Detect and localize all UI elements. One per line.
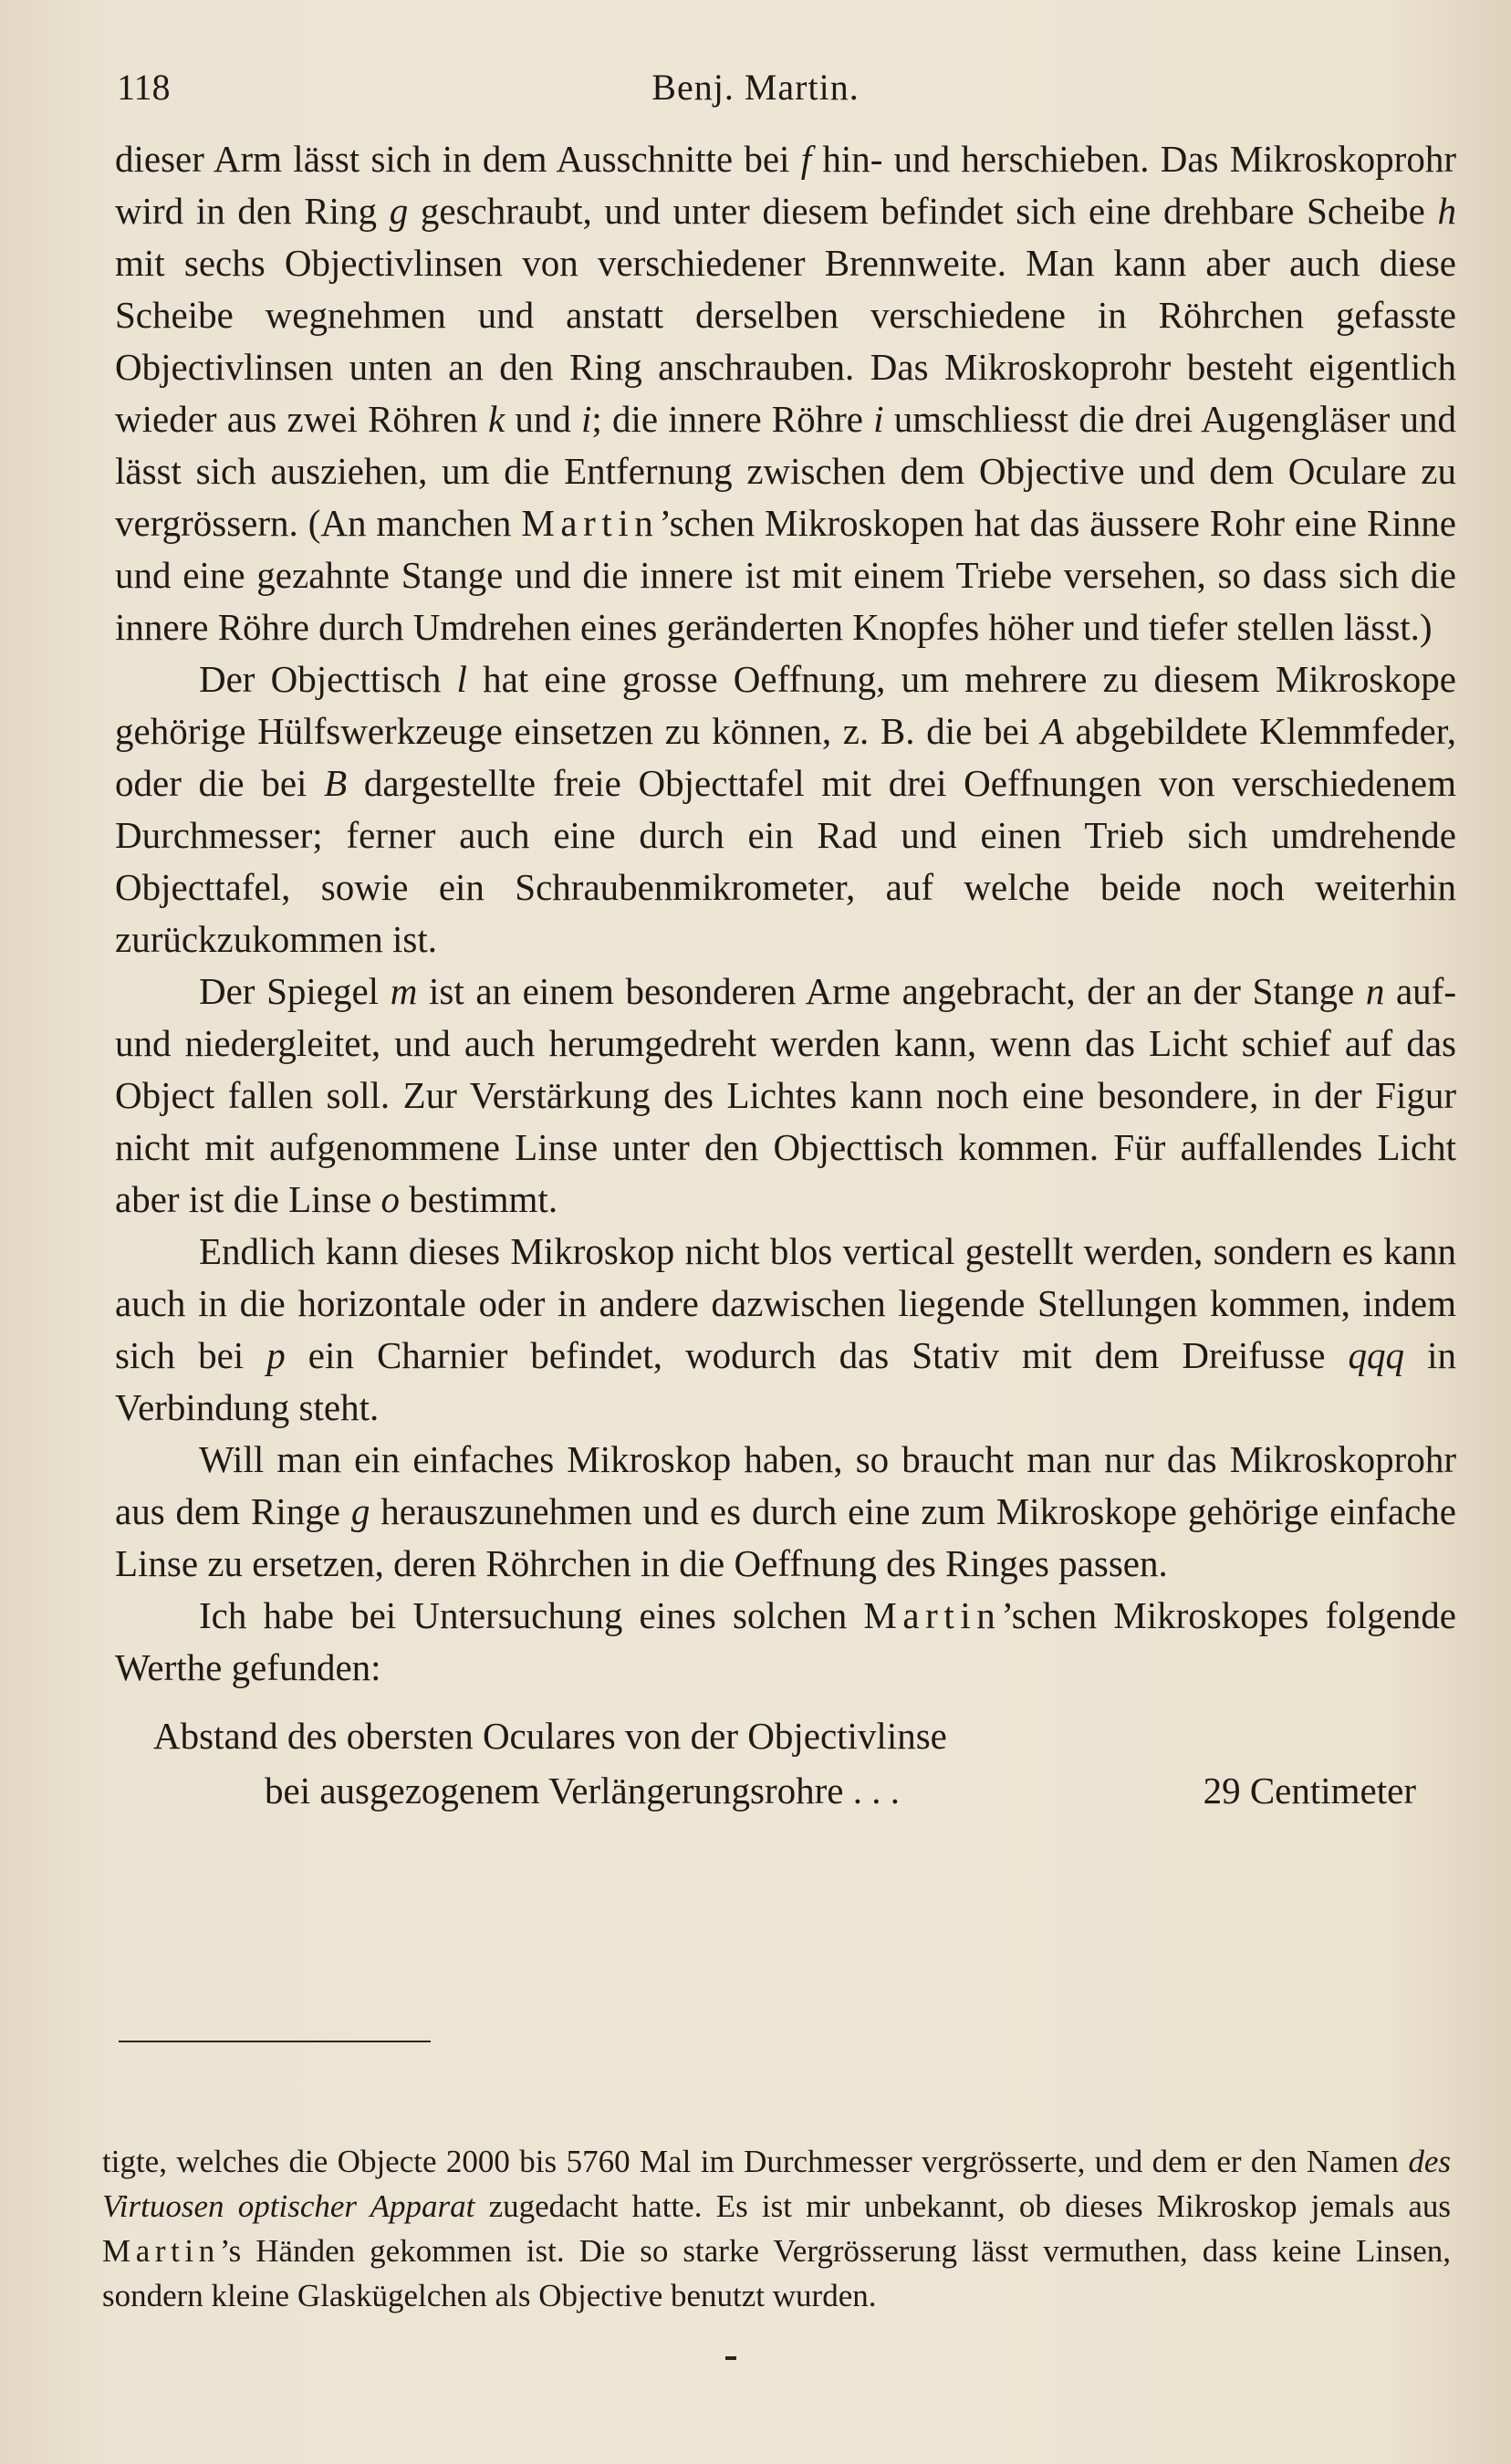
measurement-value: 29 Centimeter	[1203, 1770, 1416, 1811]
footnote	[102, 2139, 1451, 2318]
running-head: Benj. Martin.	[651, 67, 860, 108]
paragraph-5: Will man ein einfaches Mikroskop haben, so braucht man nur das Mikroskoprohr aus dem Ringe g herauszunehmen und es durch eine zum Mikroskope gehörige einfache Linse zu ersetzen, deren Röhrchen in die Oeffnung des Ringes passen.	[115, 1438, 1456, 1584]
page-header	[117, 66, 1394, 120]
paragraph-6: Ich habe bei Untersuchung eines solchen Martin’schen Mikroskopes folgende Werthe gefunden:	[115, 1594, 1456, 1688]
paragraph-2: Der Objecttisch l hat eine grosse Oeffnung, um mehrere zu diesem Mikroskope gehörige Hülfswerkzeuge einsetzen zu können, z. B. die bei A abgebildete Klemmfeder, oder die bei B dargestellte freie Objecttafel mit drei Oeffnungen von verschiedenem Durchmesser; ferner auch eine durch ein Rad und einen Trieb sich umdrehende Objecttafel, sowie ein Schraubenmikrometer, auf welche beide noch weiterhin zurückzukommen ist.	[115, 658, 1456, 960]
paragraph-3: Der Spiegel m ist an einem besonderen Arme angebracht, der an der Stange n auf- und niedergleitet, und auch herumgedreht werden kann, wenn das Licht schief auf das Object fallen soll. Zur Verstärkung des Lichtes kann noch eine besondere, in der Figur nicht mit aufgenommene Linse unter den Objecttisch kommen. Für auffallendes Licht aber ist die Linse o bestimmt.	[115, 970, 1456, 1220]
measurement-entry	[115, 1710, 1456, 1831]
footnote-text: tigte, welches die Objecte 2000 bis 5760 Mal im Durchmesser vergrösserte, und dem er den Namen des Virtuosen optischer Apparat zugedacht hatte. Es ist mir unbekannt, ob dieses Mikroskop jemals aus Martin’s Händen gekommen ist. Die so starke Vergrösserung lässt vermuthen, dass keine Linsen, sondern kleine Glaskügelchen als Objective benutzt wurden.	[102, 2144, 1451, 2313]
printer-mark	[725, 2356, 736, 2360]
page-body	[115, 133, 1456, 1831]
paragraph-4: Endlich kann dieses Mikroskop nicht blos vertical gestellt werden, sondern es kann auch in die horizontale oder in andere dazwischen liegende Stellungen kommen, indem sich bei p ein Charnier befindet, wodurch das Stativ mit dem Dreifusse qqq in Verbindung steht.	[115, 1230, 1456, 1428]
paragraph-1: dieser Arm lässt sich in dem Ausschnitte bei f hin- und herschieben. Das Mikroskoprohr wird in den Ring g geschraubt, und unter diesem befindet sich eine drehbare Scheibe h mit sechs Objectivlinsen von verschiedener Brennweite. Man kann aber auch diese Scheibe wegnehmen und anstatt derselben verschiedene in Röhrchen gefasste Objectivlinsen unten an den Ring anschrauben. Das Mikroskoprohr besteht eigentlich wieder aus zwei Röhren k und i; die innere Röhre i umschliesst die drei Augengläser und lässt sich ausziehen, um die Entfernung zwischen dem Objective und dem Oculare zu vergrössern. (An manchen Martin’schen Mikroskopen hat das äussere Rohr eine Rinne und eine gezahnte Stange und die innere ist mit einem Triebe versehen, so dass sich die innere Röhre durch Umdrehen eines geränderten Knopfes höher und tiefer stellen lässt.)	[115, 138, 1456, 648]
measurement-label-line-1: Abstand des obersten Oculares von der Objectivlinse	[153, 1715, 947, 1757]
page-number: 118	[117, 67, 171, 108]
measurement-label-line-2: bei ausgezogenem Verlängerungsrohre . . .	[265, 1770, 900, 1811]
footnote-rule	[119, 2041, 431, 2042]
